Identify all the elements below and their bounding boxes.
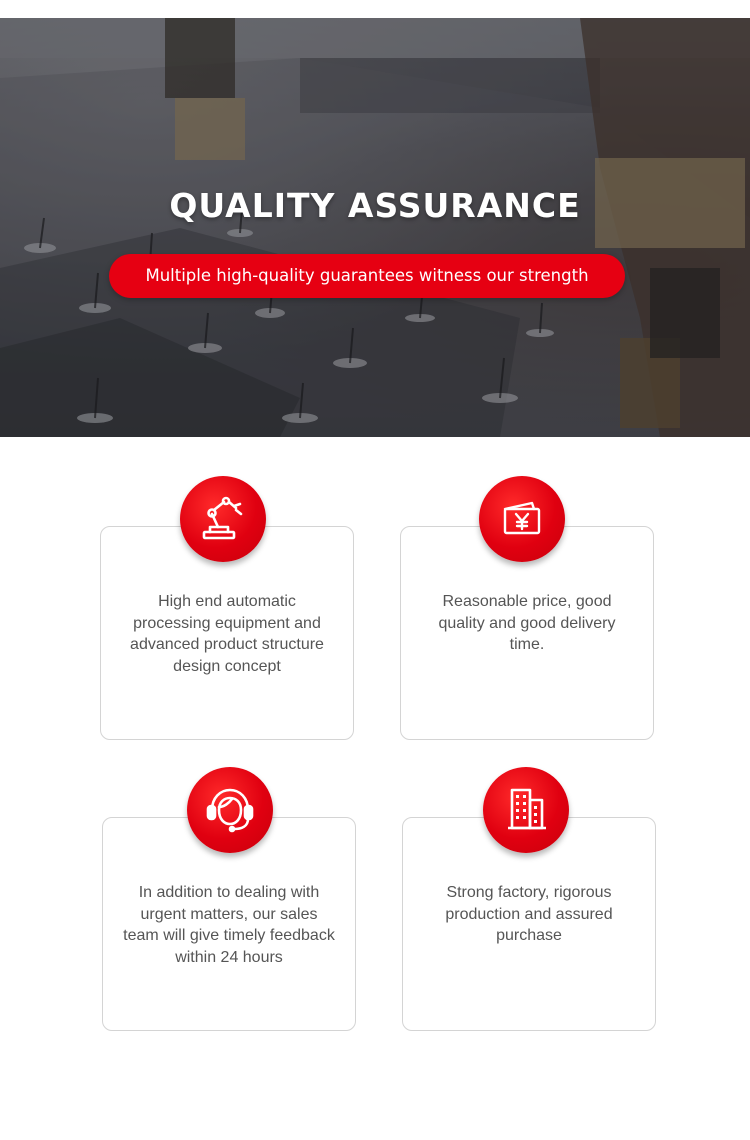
feature-text: Reasonable price, good quality and good delivery time.	[438, 593, 616, 653]
robot-arm-icon	[180, 476, 266, 562]
roof-workers-photo	[0, 18, 750, 437]
feature-text: Strong factory, rigorous production and assured purchase	[445, 884, 613, 944]
yen-wallet-icon	[479, 476, 565, 562]
factory-building-icon	[483, 767, 569, 853]
hero-title: QUALITY ASSURANCE	[169, 186, 581, 225]
feature-text: High end automatic processing equipment and advanced product structure design concept	[130, 593, 324, 675]
feature-text: In addition to dealing with urgent matters, our sales team will give timely feedback within 24 hours	[123, 884, 335, 966]
hero-banner	[0, 18, 750, 437]
headset-support-icon	[187, 767, 273, 853]
hero-subtitle-pill: Multiple high-quality guarantees witness our strength	[109, 254, 625, 298]
